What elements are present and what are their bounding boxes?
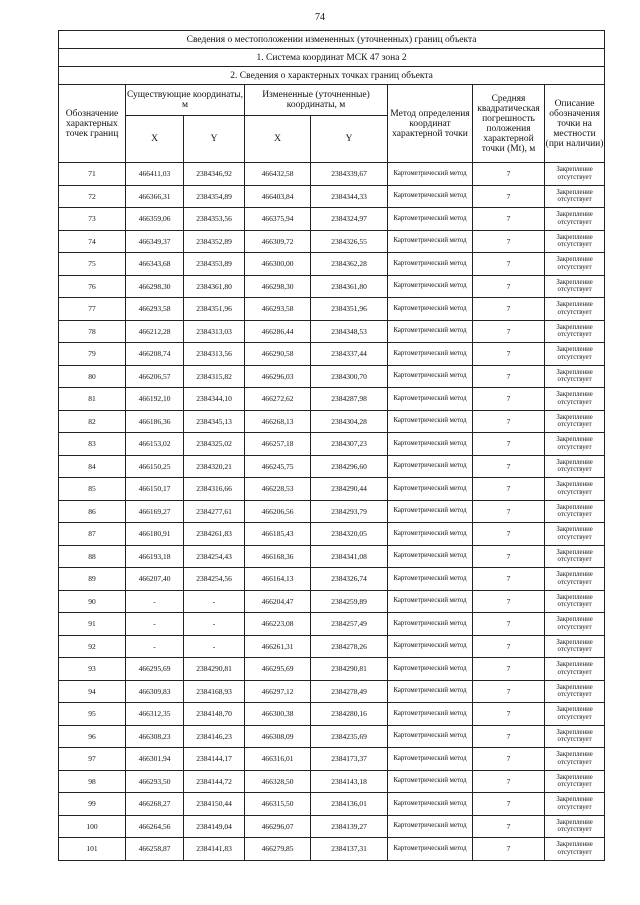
cell-description: Закрепление отсутствует xyxy=(545,230,605,253)
cell-point-number: 93 xyxy=(59,658,126,681)
cell-description: Закрепление отсутствует xyxy=(545,545,605,568)
cell-point-number: 95 xyxy=(59,703,126,726)
cell-method: Картометрический метод xyxy=(388,478,473,501)
cell-accuracy: 7 xyxy=(473,770,545,793)
cell-existing-y: 2384149,04 xyxy=(184,815,245,838)
cell-method: Картометрический метод xyxy=(388,590,473,613)
cell-method: Картометрический метод xyxy=(388,298,473,321)
cell-changed-x: 466261,31 xyxy=(245,635,311,658)
cell-point-number: 84 xyxy=(59,455,126,478)
page-number: 74 xyxy=(315,12,325,23)
cell-description: Закрепление отсутствует xyxy=(545,433,605,456)
cell-existing-x: 466411,03 xyxy=(126,163,184,186)
cell-changed-x: 466403,84 xyxy=(245,185,311,208)
cell-existing-x: 466349,37 xyxy=(126,230,184,253)
cell-accuracy: 7 xyxy=(473,365,545,388)
cell-changed-x: 466164,13 xyxy=(245,568,311,591)
cell-accuracy: 7 xyxy=(473,163,545,186)
cell-method: Картометрический метод xyxy=(388,275,473,298)
cell-description: Закрепление отсутствует xyxy=(545,343,605,366)
table-row xyxy=(59,568,605,591)
cell-point-number: 80 xyxy=(59,365,126,388)
cell-existing-y: - xyxy=(184,613,245,636)
cell-accuracy: 7 xyxy=(473,230,545,253)
cell-changed-x: 466293,58 xyxy=(245,298,311,321)
cell-point-number: 79 xyxy=(59,343,126,366)
cell-existing-x: - xyxy=(126,613,184,636)
cell-existing-y: 2384353,89 xyxy=(184,253,245,276)
cell-existing-y: 2384353,56 xyxy=(184,208,245,231)
cell-existing-y: 2384313,56 xyxy=(184,343,245,366)
cell-existing-x: 466293,58 xyxy=(126,298,184,321)
cell-method: Картометрический метод xyxy=(388,500,473,523)
cell-changed-y: 2384278,49 xyxy=(311,680,388,703)
cell-existing-x: 466150,17 xyxy=(126,478,184,501)
cell-changed-x: 466290,58 xyxy=(245,343,311,366)
cell-changed-y: 2384173,37 xyxy=(311,748,388,771)
cell-point-number: 89 xyxy=(59,568,126,591)
cell-changed-y: 2384324,97 xyxy=(311,208,388,231)
table-row xyxy=(59,455,605,478)
cell-existing-x: 466309,83 xyxy=(126,680,184,703)
cell-existing-y: 2384313,03 xyxy=(184,320,245,343)
cell-changed-x: 466257,18 xyxy=(245,433,311,456)
cell-existing-x: 466169,27 xyxy=(126,500,184,523)
cell-method: Картометрический метод xyxy=(388,343,473,366)
cell-method: Картометрический метод xyxy=(388,613,473,636)
cell-point-number: 87 xyxy=(59,523,126,546)
cell-changed-y: 2384137,31 xyxy=(311,838,388,861)
table-row xyxy=(59,163,605,186)
cell-changed-y: 2384362,28 xyxy=(311,253,388,276)
cell-description: Закрепление отсутствует xyxy=(545,275,605,298)
cell-method: Картометрический метод xyxy=(388,455,473,478)
cell-accuracy: 7 xyxy=(473,320,545,343)
cell-existing-y: - xyxy=(184,590,245,613)
cell-method: Картометрический метод xyxy=(388,230,473,253)
cell-description: Закрепление отсутствует xyxy=(545,590,605,613)
cell-accuracy: 7 xyxy=(473,343,545,366)
cell-description: Закрепление отсутствует xyxy=(545,793,605,816)
cell-existing-y: 2384315,82 xyxy=(184,365,245,388)
cell-existing-x: 466343,68 xyxy=(126,253,184,276)
cell-existing-y: 2384168,93 xyxy=(184,680,245,703)
cell-existing-y: 2384344,10 xyxy=(184,388,245,411)
header-method: Метод определения координат характерной точки xyxy=(388,85,473,163)
cell-accuracy: 7 xyxy=(473,208,545,231)
table-row xyxy=(59,680,605,703)
cell-method: Картометрический метод xyxy=(388,163,473,186)
cell-accuracy: 7 xyxy=(473,793,545,816)
cell-accuracy: 7 xyxy=(473,838,545,861)
cell-point-number: 81 xyxy=(59,388,126,411)
cell-description: Закрепление отсутствует xyxy=(545,568,605,591)
cell-point-number: 86 xyxy=(59,500,126,523)
cell-changed-x: 466375,94 xyxy=(245,208,311,231)
cell-changed-x: 466328,50 xyxy=(245,770,311,793)
cell-point-number: 77 xyxy=(59,298,126,321)
cell-point-number: 73 xyxy=(59,208,126,231)
cell-method: Картометрический метод xyxy=(388,365,473,388)
cell-changed-x: 466272,62 xyxy=(245,388,311,411)
cell-existing-y: 2384261,83 xyxy=(184,523,245,546)
cell-existing-y: 2384320,21 xyxy=(184,455,245,478)
table-row xyxy=(59,635,605,658)
table-row xyxy=(59,725,605,748)
cell-changed-y: 2384326,74 xyxy=(311,568,388,591)
cell-point-number: 96 xyxy=(59,725,126,748)
cell-changed-y: 2384304,28 xyxy=(311,410,388,433)
cell-point-number: 99 xyxy=(59,793,126,816)
cell-existing-x: 466186,36 xyxy=(126,410,184,433)
cell-changed-y: 2384300,70 xyxy=(311,365,388,388)
header-accuracy: Средняя квадратическая погрешность положения характерной точки (Mt), м xyxy=(473,85,545,163)
table-row xyxy=(59,613,605,636)
table-row xyxy=(59,793,605,816)
cell-point-number: 76 xyxy=(59,275,126,298)
cell-changed-x: 466298,30 xyxy=(245,275,311,298)
cell-point-number: 92 xyxy=(59,635,126,658)
cell-method: Картометрический метод xyxy=(388,185,473,208)
cell-changed-y: 2384235,69 xyxy=(311,725,388,748)
cell-point-number: 85 xyxy=(59,478,126,501)
cell-existing-y: 2384141,83 xyxy=(184,838,245,861)
cell-accuracy: 7 xyxy=(473,455,545,478)
cell-changed-x: 466316,01 xyxy=(245,748,311,771)
cell-description: Закрепление отсутствует xyxy=(545,253,605,276)
cell-existing-y: 2384254,43 xyxy=(184,545,245,568)
cell-method: Картометрический метод xyxy=(388,815,473,838)
cell-existing-y: 2384346,92 xyxy=(184,163,245,186)
cell-existing-x: 466298,30 xyxy=(126,275,184,298)
cell-point-number: 101 xyxy=(59,838,126,861)
cell-description: Закрепление отсутствует xyxy=(545,725,605,748)
cell-changed-x: 466297,12 xyxy=(245,680,311,703)
cell-method: Картометрический метод xyxy=(388,838,473,861)
cell-description: Закрепление отсутствует xyxy=(545,815,605,838)
table-row xyxy=(59,298,605,321)
header-changed-x: X xyxy=(245,116,311,163)
cell-changed-x: 466168,36 xyxy=(245,545,311,568)
cell-accuracy: 7 xyxy=(473,590,545,613)
cell-description: Закрепление отсутствует xyxy=(545,208,605,231)
cell-description: Закрепление отсутствует xyxy=(545,680,605,703)
cell-description: Закрепление отсутствует xyxy=(545,478,605,501)
cell-accuracy: 7 xyxy=(473,613,545,636)
cell-description: Закрепление отсутствует xyxy=(545,410,605,433)
cell-point-number: 100 xyxy=(59,815,126,838)
cell-changed-x: 466296,07 xyxy=(245,815,311,838)
header-existing-x: X xyxy=(126,116,184,163)
cell-existing-y: 2384325,02 xyxy=(184,433,245,456)
header-changed-y: Y xyxy=(311,116,388,163)
cell-existing-x: 466366,31 xyxy=(126,185,184,208)
cell-accuracy: 7 xyxy=(473,680,545,703)
cell-changed-x: 466309,72 xyxy=(245,230,311,253)
cell-changed-y: 2384290,44 xyxy=(311,478,388,501)
cell-point-number: 83 xyxy=(59,433,126,456)
cell-accuracy: 7 xyxy=(473,703,545,726)
cell-point-number: 72 xyxy=(59,185,126,208)
cell-changed-x: 466204,47 xyxy=(245,590,311,613)
cell-changed-y: 2384341,08 xyxy=(311,545,388,568)
cell-description: Закрепление отсутствует xyxy=(545,455,605,478)
cell-changed-y: 2384139,27 xyxy=(311,815,388,838)
cell-changed-y: 2384361,80 xyxy=(311,275,388,298)
table-row xyxy=(59,500,605,523)
cell-method: Картометрический метод xyxy=(388,320,473,343)
cell-accuracy: 7 xyxy=(473,410,545,433)
cell-existing-x: 466206,57 xyxy=(126,365,184,388)
cell-description: Закрепление отсутствует xyxy=(545,388,605,411)
header-point-designation: Обозначение характерных точек границ xyxy=(59,85,126,163)
cell-changed-x: 466245,75 xyxy=(245,455,311,478)
cell-description: Закрепление отсутствует xyxy=(545,658,605,681)
cell-existing-x: 466258,87 xyxy=(126,838,184,861)
table-row xyxy=(59,253,605,276)
cell-description: Закрепление отсутствует xyxy=(545,298,605,321)
cell-point-number: 71 xyxy=(59,163,126,186)
cell-description: Закрепление отсутствует xyxy=(545,163,605,186)
cell-point-number: 94 xyxy=(59,680,126,703)
cell-method: Картометрический метод xyxy=(388,725,473,748)
cell-method: Картометрический метод xyxy=(388,433,473,456)
cell-existing-y: 2384352,89 xyxy=(184,230,245,253)
cell-accuracy: 7 xyxy=(473,500,545,523)
cell-existing-x: 466295,69 xyxy=(126,658,184,681)
cell-changed-x: 466300,00 xyxy=(245,253,311,276)
cell-accuracy: 7 xyxy=(473,275,545,298)
cell-changed-y: 2384326,55 xyxy=(311,230,388,253)
cell-existing-y: 2384290,81 xyxy=(184,658,245,681)
cell-method: Картометрический метод xyxy=(388,545,473,568)
cell-method: Картометрический метод xyxy=(388,410,473,433)
cell-existing-x: 466293,50 xyxy=(126,770,184,793)
cell-existing-x: 466207,40 xyxy=(126,568,184,591)
cell-changed-x: 466296,03 xyxy=(245,365,311,388)
cell-point-number: 78 xyxy=(59,320,126,343)
header-existing-y: Y xyxy=(184,116,245,163)
cell-existing-x: 466312,35 xyxy=(126,703,184,726)
cell-changed-y: 2384136,01 xyxy=(311,793,388,816)
cell-description: Закрепление отсутствует xyxy=(545,703,605,726)
cell-changed-y: 2384348,53 xyxy=(311,320,388,343)
cell-accuracy: 7 xyxy=(473,748,545,771)
boundary-points-table xyxy=(58,30,605,861)
cell-existing-y: 2384148,70 xyxy=(184,703,245,726)
cell-method: Картометрический метод xyxy=(388,635,473,658)
cell-description: Закрепление отсутствует xyxy=(545,365,605,388)
cell-changed-x: 466308,09 xyxy=(245,725,311,748)
cell-changed-y: 2384296,60 xyxy=(311,455,388,478)
cell-method: Картометрический метод xyxy=(388,658,473,681)
cell-point-number: 88 xyxy=(59,545,126,568)
main-title: Сведения о местоположении измененных (уточненных) границ объекта xyxy=(59,31,605,49)
cell-changed-x: 466228,53 xyxy=(245,478,311,501)
cell-existing-x: - xyxy=(126,590,184,613)
cell-existing-x: 466268,27 xyxy=(126,793,184,816)
cell-method: Картометрический метод xyxy=(388,770,473,793)
cell-accuracy: 7 xyxy=(473,298,545,321)
table-row xyxy=(59,748,605,771)
cell-point-number: 90 xyxy=(59,590,126,613)
cell-existing-y: 2384351,96 xyxy=(184,298,245,321)
cell-changed-y: 2384339,67 xyxy=(311,163,388,186)
cell-changed-x: 466432,58 xyxy=(245,163,311,186)
cell-accuracy: 7 xyxy=(473,433,545,456)
table-row xyxy=(59,410,605,433)
cell-description: Закрепление отсутствует xyxy=(545,838,605,861)
cell-accuracy: 7 xyxy=(473,568,545,591)
cell-method: Картометрический метод xyxy=(388,568,473,591)
cell-accuracy: 7 xyxy=(473,478,545,501)
cell-changed-y: 2384290,81 xyxy=(311,658,388,681)
header-description: Описание обозначения точки на местности (при наличии) xyxy=(545,85,605,163)
table-body xyxy=(59,163,605,861)
cell-accuracy: 7 xyxy=(473,523,545,546)
cell-existing-x: 466359,06 xyxy=(126,208,184,231)
table-row xyxy=(59,770,605,793)
table-row xyxy=(59,275,605,298)
cell-changed-x: 466185,43 xyxy=(245,523,311,546)
cell-existing-x: - xyxy=(126,635,184,658)
cell-existing-x: 466264,56 xyxy=(126,815,184,838)
header-existing-coordinates: Существующие координаты, м xyxy=(126,85,245,116)
cell-existing-y: - xyxy=(184,635,245,658)
table-row xyxy=(59,590,605,613)
cell-changed-y: 2384293,79 xyxy=(311,500,388,523)
cell-existing-x: 466308,23 xyxy=(126,725,184,748)
cell-existing-x: 466150,25 xyxy=(126,455,184,478)
cell-existing-y: 2384146,23 xyxy=(184,725,245,748)
table-row xyxy=(59,815,605,838)
cell-existing-x: 466180,91 xyxy=(126,523,184,546)
cell-changed-x: 466206,56 xyxy=(245,500,311,523)
cell-existing-x: 466153,02 xyxy=(126,433,184,456)
cell-existing-x: 466301,94 xyxy=(126,748,184,771)
cell-description: Закрепление отсутствует xyxy=(545,748,605,771)
cell-method: Картометрический метод xyxy=(388,793,473,816)
cell-method: Картометрический метод xyxy=(388,253,473,276)
table-row xyxy=(59,433,605,456)
cell-accuracy: 7 xyxy=(473,185,545,208)
cell-changed-x: 466286,44 xyxy=(245,320,311,343)
coordinate-system-title: 1. Система координат МСК 47 зона 2 xyxy=(59,49,605,67)
table-row xyxy=(59,478,605,501)
cell-changed-x: 466279,85 xyxy=(245,838,311,861)
cell-existing-y: 2384144,72 xyxy=(184,770,245,793)
cell-accuracy: 7 xyxy=(473,253,545,276)
header-changed-coordinates: Измененные (уточненные) координаты, м xyxy=(245,85,388,116)
cell-description: Закрепление отсутствует xyxy=(545,523,605,546)
cell-changed-y: 2384320,05 xyxy=(311,523,388,546)
cell-point-number: 98 xyxy=(59,770,126,793)
cell-point-number: 74 xyxy=(59,230,126,253)
cell-accuracy: 7 xyxy=(473,388,545,411)
cell-method: Картометрический метод xyxy=(388,208,473,231)
cell-changed-y: 2384351,96 xyxy=(311,298,388,321)
cell-existing-y: 2384150,44 xyxy=(184,793,245,816)
table-row xyxy=(59,365,605,388)
cell-description: Закрепление отсутствует xyxy=(545,185,605,208)
cell-changed-x: 466223,08 xyxy=(245,613,311,636)
cell-changed-y: 2384280,16 xyxy=(311,703,388,726)
cell-method: Картометрический метод xyxy=(388,388,473,411)
cell-description: Закрепление отсутствует xyxy=(545,320,605,343)
cell-existing-y: 2384277,61 xyxy=(184,500,245,523)
cell-point-number: 97 xyxy=(59,748,126,771)
cell-existing-x: 466212,28 xyxy=(126,320,184,343)
cell-accuracy: 7 xyxy=(473,658,545,681)
table-row xyxy=(59,320,605,343)
cell-point-number: 75 xyxy=(59,253,126,276)
cell-changed-x: 466300,38 xyxy=(245,703,311,726)
table-row xyxy=(59,388,605,411)
cell-changed-x: 466268,13 xyxy=(245,410,311,433)
cell-method: Картометрический метод xyxy=(388,680,473,703)
cell-description: Закрепление отсутствует xyxy=(545,770,605,793)
cell-point-number: 91 xyxy=(59,613,126,636)
cell-method: Картометрический метод xyxy=(388,523,473,546)
table-row xyxy=(59,230,605,253)
cell-point-number: 82 xyxy=(59,410,126,433)
cell-existing-y: 2384345,13 xyxy=(184,410,245,433)
cell-changed-y: 2384278,26 xyxy=(311,635,388,658)
cell-changed-y: 2384344,33 xyxy=(311,185,388,208)
cell-existing-y: 2384361,80 xyxy=(184,275,245,298)
cell-accuracy: 7 xyxy=(473,815,545,838)
cell-description: Закрепление отсутствует xyxy=(545,635,605,658)
cell-changed-y: 2384337,44 xyxy=(311,343,388,366)
cell-existing-x: 466192,10 xyxy=(126,388,184,411)
cell-changed-x: 466295,69 xyxy=(245,658,311,681)
cell-accuracy: 7 xyxy=(473,635,545,658)
cell-existing-y: 2384144,17 xyxy=(184,748,245,771)
cell-changed-y: 2384287,98 xyxy=(311,388,388,411)
cell-changed-y: 2384259,89 xyxy=(311,590,388,613)
cell-changed-y: 2384143,18 xyxy=(311,770,388,793)
cell-method: Картометрический метод xyxy=(388,748,473,771)
cell-accuracy: 7 xyxy=(473,725,545,748)
cell-method: Картометрический метод xyxy=(388,703,473,726)
table-row xyxy=(59,838,605,861)
cell-existing-y: 2384316,66 xyxy=(184,478,245,501)
cell-accuracy: 7 xyxy=(473,545,545,568)
cell-changed-x: 466315,50 xyxy=(245,793,311,816)
cell-existing-y: 2384254,56 xyxy=(184,568,245,591)
cell-existing-y: 2384354,89 xyxy=(184,185,245,208)
table-row xyxy=(59,185,605,208)
cell-changed-y: 2384307,23 xyxy=(311,433,388,456)
section-title: 2. Сведения о характерных точках границ объекта xyxy=(59,67,605,85)
table-row xyxy=(59,208,605,231)
table-row xyxy=(59,523,605,546)
cell-changed-y: 2384257,49 xyxy=(311,613,388,636)
cell-description: Закрепление отсутствует xyxy=(545,500,605,523)
cell-existing-x: 466208,74 xyxy=(126,343,184,366)
table-row xyxy=(59,343,605,366)
table-row xyxy=(59,545,605,568)
cell-description: Закрепление отсутствует xyxy=(545,613,605,636)
table-row xyxy=(59,658,605,681)
table-row xyxy=(59,703,605,726)
cell-existing-x: 466193,18 xyxy=(126,545,184,568)
